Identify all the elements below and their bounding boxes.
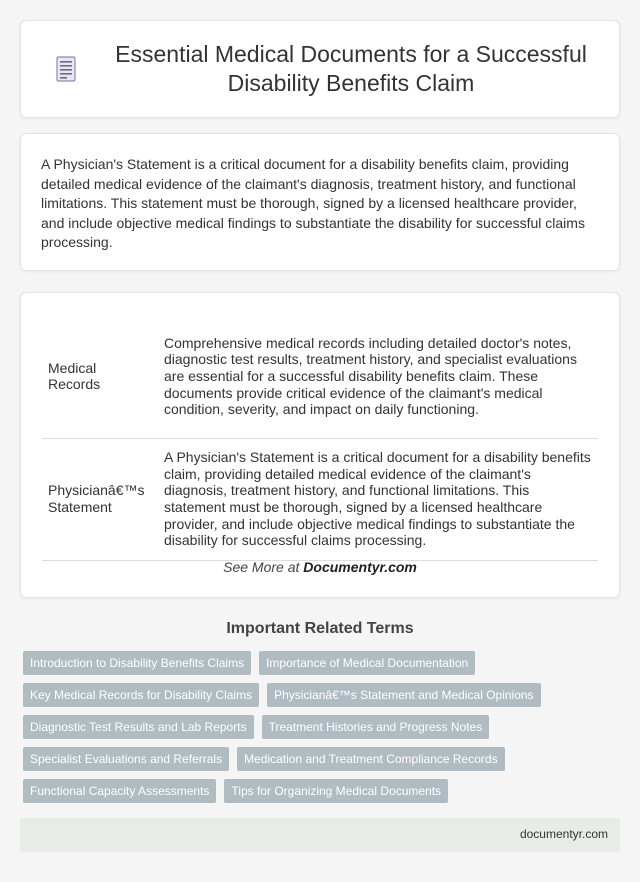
table-term: Medical Records — [42, 315, 158, 438]
related-terms-title: Important Related Terms — [226, 620, 414, 637]
related-term-tag[interactable]: Treatment Histories and Progress Notes — [262, 715, 490, 739]
footer-site[interactable]: documentyr.com — [519, 827, 608, 841]
table-card — [20, 292, 620, 598]
header-inner — [21, 21, 619, 117]
related-term-tag[interactable]: Diagnostic Test Results and Lab Reports — [23, 715, 254, 739]
related-term-tag[interactable]: Functional Capacity Assessments — [23, 779, 216, 803]
related-term-tag[interactable]: Tips for Organizing Medical Documents — [224, 779, 448, 803]
document-icon — [51, 54, 81, 84]
related-term-tag[interactable]: Medication and Treatment Compliance Records — [237, 747, 504, 771]
table-row — [42, 315, 598, 438]
see-more-site[interactable]: Documentyr.com — [303, 559, 417, 575]
related-term-tag[interactable]: Importance of Medical Documentation — [259, 651, 475, 675]
documents-table — [42, 315, 598, 561]
header-card — [20, 20, 620, 118]
table-term: Physicianâ€™s Statement — [42, 438, 158, 560]
related-term-tag[interactable]: Key Medical Records for Disability Claims — [23, 683, 259, 707]
see-more-link[interactable] — [21, 559, 619, 575]
table-description: A Physician's Statement is a critical document for a disability benefits claim, providing detailed medical evidence of the claimant's diagnosis, treatment history, and functional limitations. This statement must be thorough, signed by a licensed healthcare provider, and include objective medical findings to substantiate the disability for successful claims processing. — [158, 438, 598, 560]
related-term-tag[interactable]: Specialist Evaluations and Referrals — [23, 747, 229, 771]
table-row — [42, 438, 598, 560]
see-more-prefix: See More at — [223, 559, 304, 575]
page-title: Essential Medical Documents for a Successful Disability Benefits Claim — [115, 41, 587, 96]
footer — [20, 818, 620, 852]
intro-text: A Physician's Statement is a critical document for a disability benefits claim, providing detailed medical evidence of the claimant's diagnosis, treatment history, and functional limitations. This statement must be thorough, signed by a licensed healthcare provider, and include objective medical findings to substantiate the disability for successful claims processing. — [41, 156, 585, 250]
related-term-tag[interactable]: Introduction to Disability Benefits Claims — [23, 651, 251, 675]
related-terms-list — [23, 651, 617, 811]
table-description: Comprehensive medical records including detailed doctor's notes, diagnostic test results, treatment history, and specialist evaluations are essential for a successful disability benefits claim. These documents provide critical evidence of the claimant's medical condition, severity, and impact on daily functioning. — [158, 315, 598, 438]
related-term-tag[interactable]: Physicianâ€™s Statement and Medical Opinions — [267, 683, 540, 707]
intro-card — [20, 133, 620, 271]
